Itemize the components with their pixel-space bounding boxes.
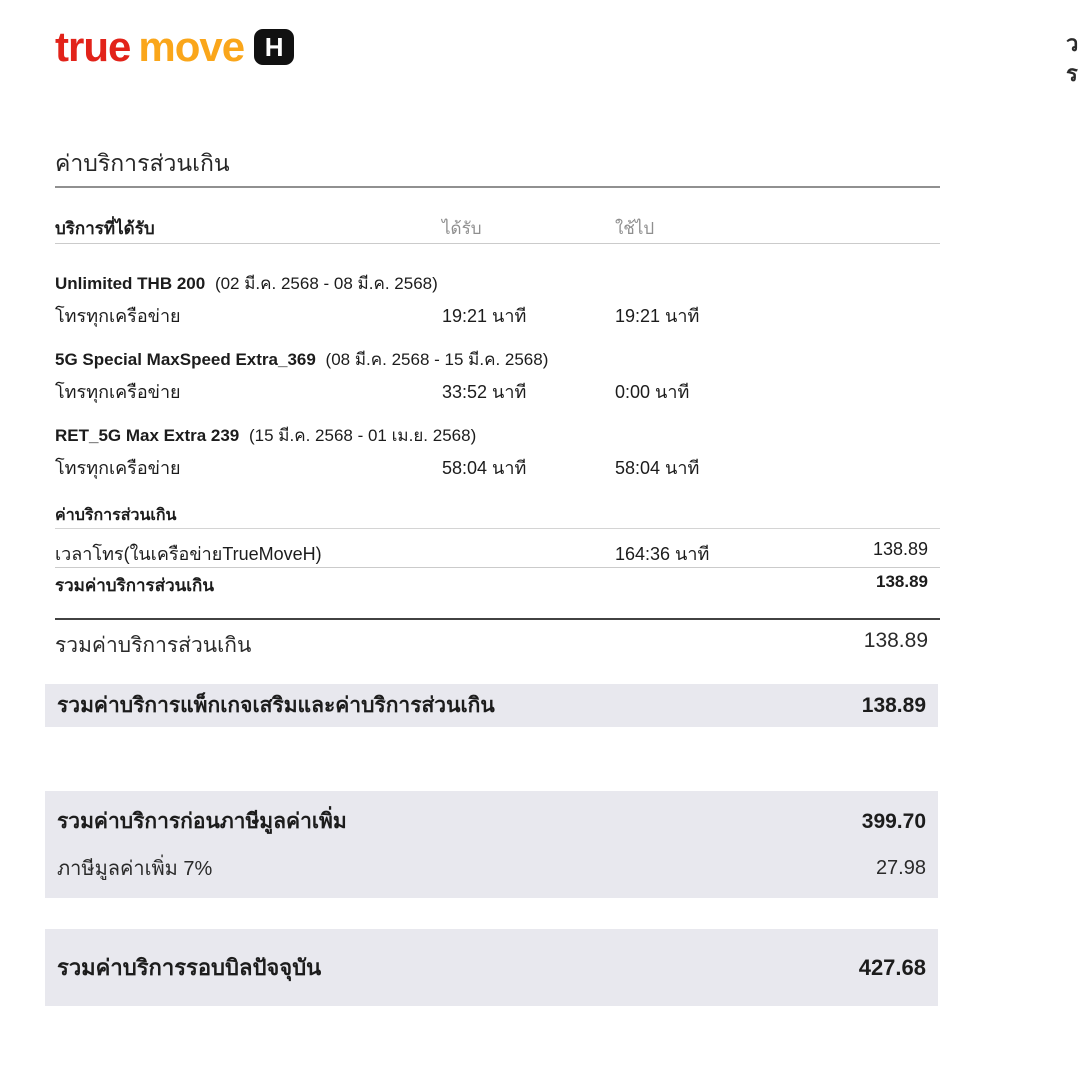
excess-total-amount: 138.89 [863,629,928,652]
clipped-edge-text-2: ร [1066,61,1078,86]
column-header-received: ได้รับ [442,219,482,238]
excess-row-divider [55,567,940,568]
usage-row [55,377,940,406]
package-title-row [55,270,940,297]
package-name: 5G Special MaxSpeed Extra_369 [55,350,316,369]
summary-label: รวมค่าบริการแพ็กเกจเสริมและค่าบริการส่วนเกิน [57,694,495,717]
package-period: (02 มี.ค. 2568 - 08 มี.ค. 2568) [214,274,438,293]
usage-used-value: 58:04 นาที [615,458,700,478]
table-header-row [55,215,940,242]
excess-header-divider [55,528,940,529]
logo-h-badge-icon: H [254,29,294,65]
current-bill-total-amount: 427.68 [858,954,926,980]
package-name: RET_5G Max Extra 239 [55,426,240,445]
usage-received-value: 58:04 นาที [442,458,527,478]
summary-amount: 138.89 [861,693,926,717]
excess-total-label: รวมค่าบริการส่วนเกิน [55,634,252,657]
usage-row [55,453,940,482]
excess-charge-row [55,539,940,568]
clipped-edge-text-1: ว [1066,31,1079,56]
title-divider [55,186,940,188]
excess-section-header: ค่าบริการส่วนเกิน [55,507,177,524]
excess-subtotal-amount: 138.89 [876,572,928,591]
usage-label: โทรทุกเครือข่าย [55,458,181,478]
excess-subtotal-label: รวมค่าบริการส่วนเกิน [55,576,214,595]
bill-content [55,0,940,1068]
usage-used-value: 19:21 นาที [615,306,700,326]
package-name: Unlimited THB 200 [55,274,206,293]
summary-band-vat [45,791,938,898]
pre-vat-total-label: รวมค่าบริการก่อนภาษีมูลค่าเพิ่ม [57,810,347,833]
usage-label: โทรทุกเครือข่าย [55,382,181,402]
section-total-divider [55,618,940,620]
vat-label: ภาษีมูลค่าเพิ่ม 7% [57,858,213,880]
current-bill-total-label: รวมค่าบริการรอบบิลปัจจุบัน [57,955,322,980]
usage-row [55,301,940,330]
excess-amount: 138.89 [872,539,928,559]
usage-received-value: 19:21 นาที [442,306,527,326]
package-period: (08 มี.ค. 2568 - 15 มี.ค. 2568) [325,350,549,369]
table-header-divider [55,243,940,244]
column-header-used: ใช้ไป [615,219,655,238]
vat-row [57,852,926,884]
pre-vat-total-row [57,805,926,838]
usage-label: โทรทุกเครือข่าย [55,306,181,326]
package-period: (15 มี.ค. 2568 - 01 เม.ย. 2568) [249,426,477,445]
vat-amount: 27.98 [875,856,926,879]
logo-move-wordmark: move [138,23,245,70]
summary-band-addons-and-excess [45,684,938,727]
pre-vat-total-amount: 399.70 [861,809,926,833]
usage-received-value: 33:52 นาที [442,382,527,402]
excess-total-row [55,629,940,662]
column-header-service: บริการที่ได้รับ [55,219,155,238]
usage-used-value: 0:00 นาที [615,382,690,402]
excess-subtotal-row [55,572,940,599]
package-title-row [55,346,940,373]
package-title-row [55,422,940,449]
section-title: ค่าบริการส่วนเกิน [55,150,230,176]
excess-charge-label: เวลาโทร(ในเครือข่ายTrueMoveH) [55,544,322,564]
logo-true-wordmark: true [55,23,131,70]
summary-band-current-bill-total [45,929,938,1006]
excess-usage-value: 164:36 นาที [615,544,710,564]
